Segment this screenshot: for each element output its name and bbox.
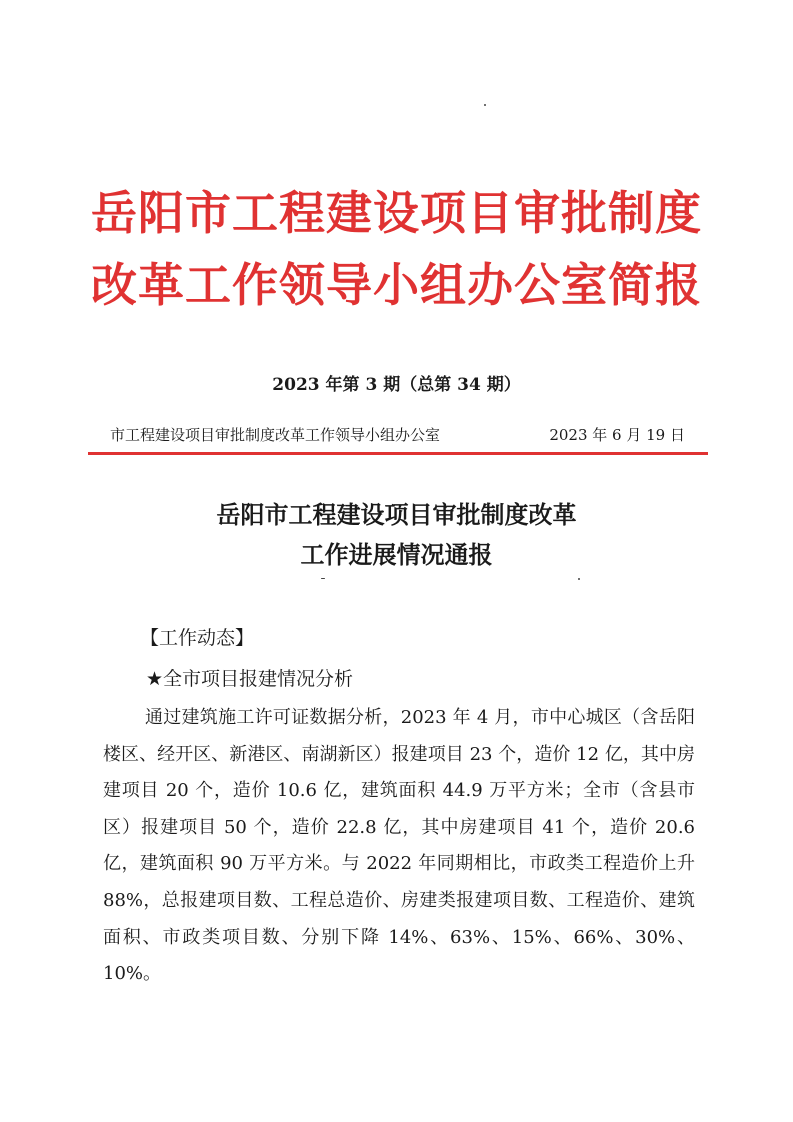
scan-speck — [321, 578, 325, 579]
scan-speck — [484, 104, 486, 106]
masthead-title-line-2: 改革工作领导小组办公室简报 — [91, 258, 702, 312]
subsection-heading: ★全市项目报建情况分析 — [146, 668, 354, 690]
issuer-line — [110, 424, 685, 445]
document-title-line-1: 岳阳市工程建设项目审批制度改革 — [216, 501, 577, 529]
issue-date: 2023 年 6 月 19 日 — [549, 426, 685, 444]
section-heading: 【工作动态】 — [140, 627, 255, 649]
issue-number: 2023 年第 3 期（总第 34 期） — [272, 375, 521, 395]
body-paragraph: 通过建筑施工许可证数据分析，2023 年 4 月，市中心城区（含岳阳楼区、经开区、新港区、南湖新区）报建项目 23 个，造价 12 亿，其中房建项目 20 个，造价 10.6 亿，建筑面积 44.9 万平方米；全市（含县市区）报建项目 50 个，造价 22.8 亿，其中房建项目 41 个，造价 20.6 亿，建筑面积 90 万平方米。与 2022 年同期相比，市政类工程造价上升 88%，总报建项目数、工程总造价、房建类报建项目数、工程造价、建筑面积、市政类项目数、分别下降 14%、63%、15%、66%、30%、10%。 — [103, 707, 695, 985]
red-divider-rule — [88, 452, 708, 455]
document-title-line-2: 工作进展情况通报 — [300, 541, 493, 569]
issuing-office: 市工程建设项目审批制度改革工作领导小组办公室 — [110, 426, 441, 444]
masthead-title-line-1: 岳阳市工程建设项目审批制度 — [91, 186, 702, 240]
scan-speck — [578, 578, 580, 580]
